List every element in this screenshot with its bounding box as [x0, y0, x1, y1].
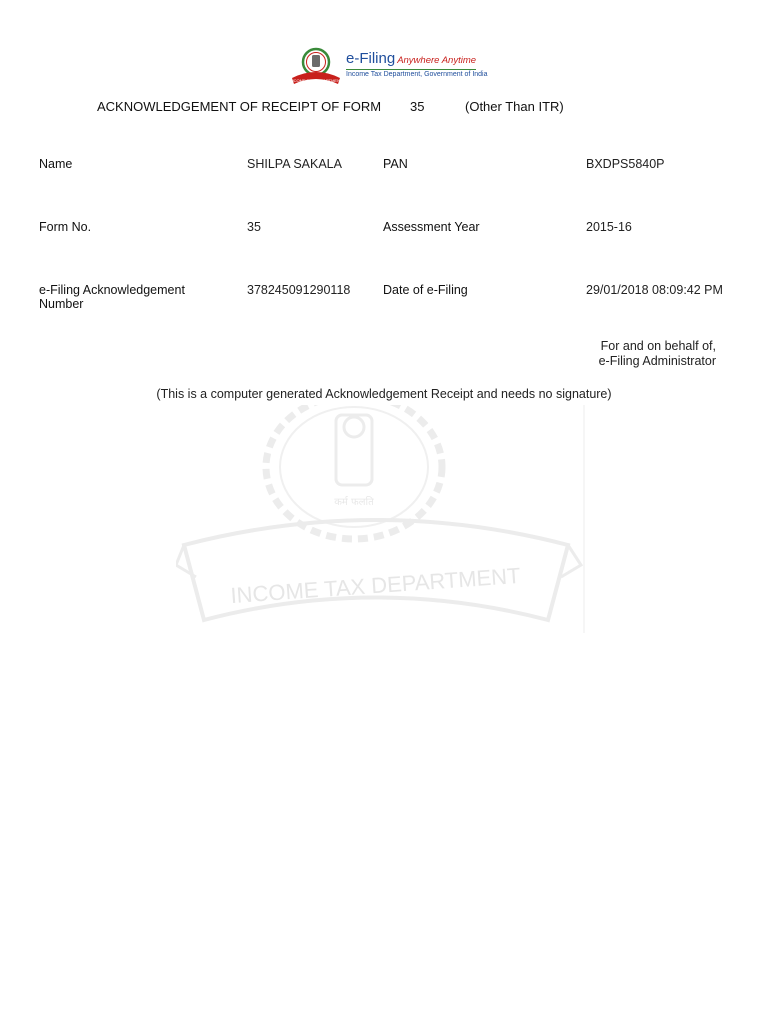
- pan-label: PAN: [383, 157, 408, 171]
- behalf-line2: e-Filing Administrator: [598, 354, 716, 368]
- emblem-icon: [290, 46, 342, 86]
- logo-title-text: e-Filing: [346, 50, 396, 67]
- filing-date-value: 29/01/2018 08:09:42 PM: [586, 283, 723, 297]
- emblem-ribbon-text: INCOME TAX DEPARTMENT: [290, 78, 342, 83]
- assessment-year-label: Assessment Year: [383, 220, 480, 234]
- page-title: ACKNOWLEDGEMENT OF RECEIPT OF FORM: [97, 99, 382, 114]
- logo-tagline: Anywhere Anytime: [397, 55, 477, 66]
- pan-value: BXDPS5840P: [586, 157, 665, 171]
- form-no-label: Form No.: [39, 220, 92, 234]
- logo-divider: [346, 69, 476, 70]
- logo-subtitle: Income Tax Department, Government of India: [346, 71, 488, 78]
- watermark-text: INCOME TAX DEPARTMENT: [229, 562, 522, 609]
- ack-number-value: 378245091290118: [247, 283, 351, 297]
- filing-date-label: Date of e-Filing: [383, 283, 468, 297]
- assessment-year-value: 2015-16: [586, 220, 632, 234]
- computer-generated-note: (This is a computer generated Acknowledgement Receipt and needs no signature): [156, 387, 612, 401]
- form-qualifier: (Other Than ITR): [465, 99, 564, 114]
- efiling-logo: [290, 46, 490, 88]
- form-number-heading: 35: [410, 99, 425, 114]
- form-no-value: 35: [247, 220, 261, 234]
- ack-number-label: e-Filing Acknowledgement Number: [39, 283, 185, 311]
- behalf-line1: For and on behalf of,: [600, 339, 716, 353]
- watermark-motto: कर्म फलति: [334, 497, 374, 508]
- watermark-emblem: [176, 405, 586, 633]
- behalf-block: [599, 339, 716, 369]
- name-value: SHILPA SAKALA: [247, 157, 342, 171]
- logo-title: [346, 50, 476, 67]
- name-label: Name: [39, 157, 73, 171]
